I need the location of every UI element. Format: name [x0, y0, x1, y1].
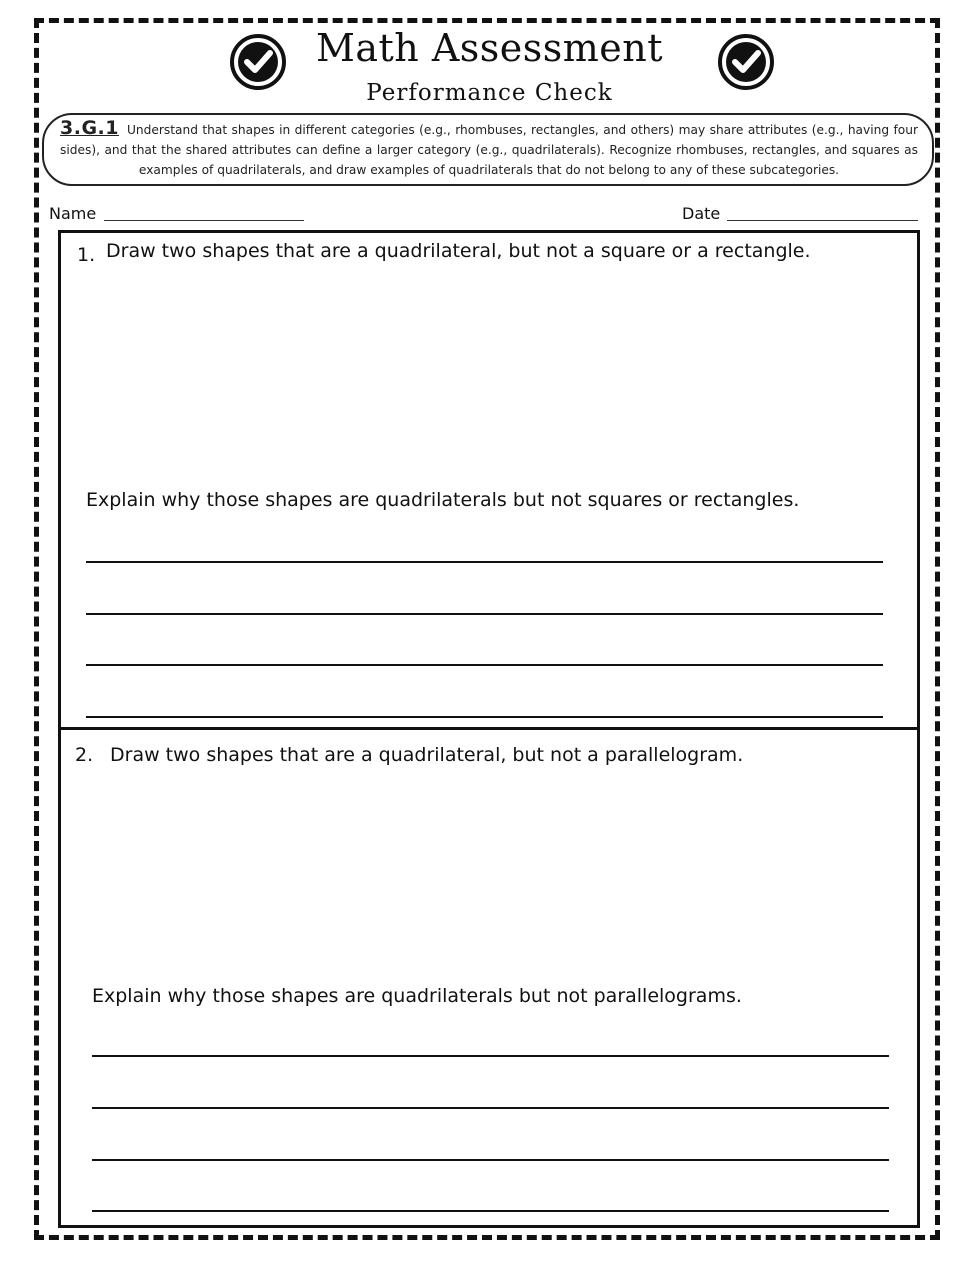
- answer-line[interactable]: [86, 613, 883, 615]
- standard-code: 3.G.1: [60, 117, 119, 139]
- question-2-number: 2.: [75, 744, 94, 766]
- answer-line[interactable]: [86, 716, 883, 718]
- question-2-explain: Explain why those shapes are quadrilaterals but not parallelograms.: [92, 985, 742, 1007]
- answer-line[interactable]: [92, 1055, 889, 1057]
- date-field[interactable]: [727, 220, 918, 221]
- date-label: Date: [682, 204, 721, 223]
- page-title: Math Assessment: [315, 26, 664, 70]
- question-1-number: 1.: [77, 244, 96, 266]
- question-1-box[interactable]: [58, 230, 920, 730]
- standard-box: [42, 113, 934, 186]
- name-label: Name: [49, 204, 97, 223]
- question-2-box[interactable]: [58, 727, 920, 1228]
- answer-line[interactable]: [86, 561, 883, 563]
- question-1-explain: Explain why those shapes are quadrilaterals but not squares or rectangles.: [86, 489, 800, 511]
- question-2-prompt: Draw two shapes that are a quadrilateral, but not a parallelogram.: [110, 744, 744, 766]
- answer-line[interactable]: [86, 664, 883, 666]
- standard-text: Understand that shapes in different categories (e.g., rhombuses, rectangles, and others) may share attributes (e.g., having four sides), and that the shared attributes can define a larger category (e.g., quadrilaterals). Recognize rhombuses, rectangles, and squares as examples of quadrilaterals, and draw examples of quadrilaterals that do not belong to any of these subcategories.: [60, 123, 918, 177]
- answer-line[interactable]: [92, 1107, 889, 1109]
- name-field[interactable]: [104, 220, 304, 221]
- page-subtitle: Performance Check: [366, 80, 613, 106]
- question-1-prompt: Draw two shapes that are a quadrilateral, but not a square or a rectangle.: [106, 240, 811, 262]
- answer-line[interactable]: [92, 1210, 889, 1212]
- answer-line[interactable]: [92, 1159, 889, 1161]
